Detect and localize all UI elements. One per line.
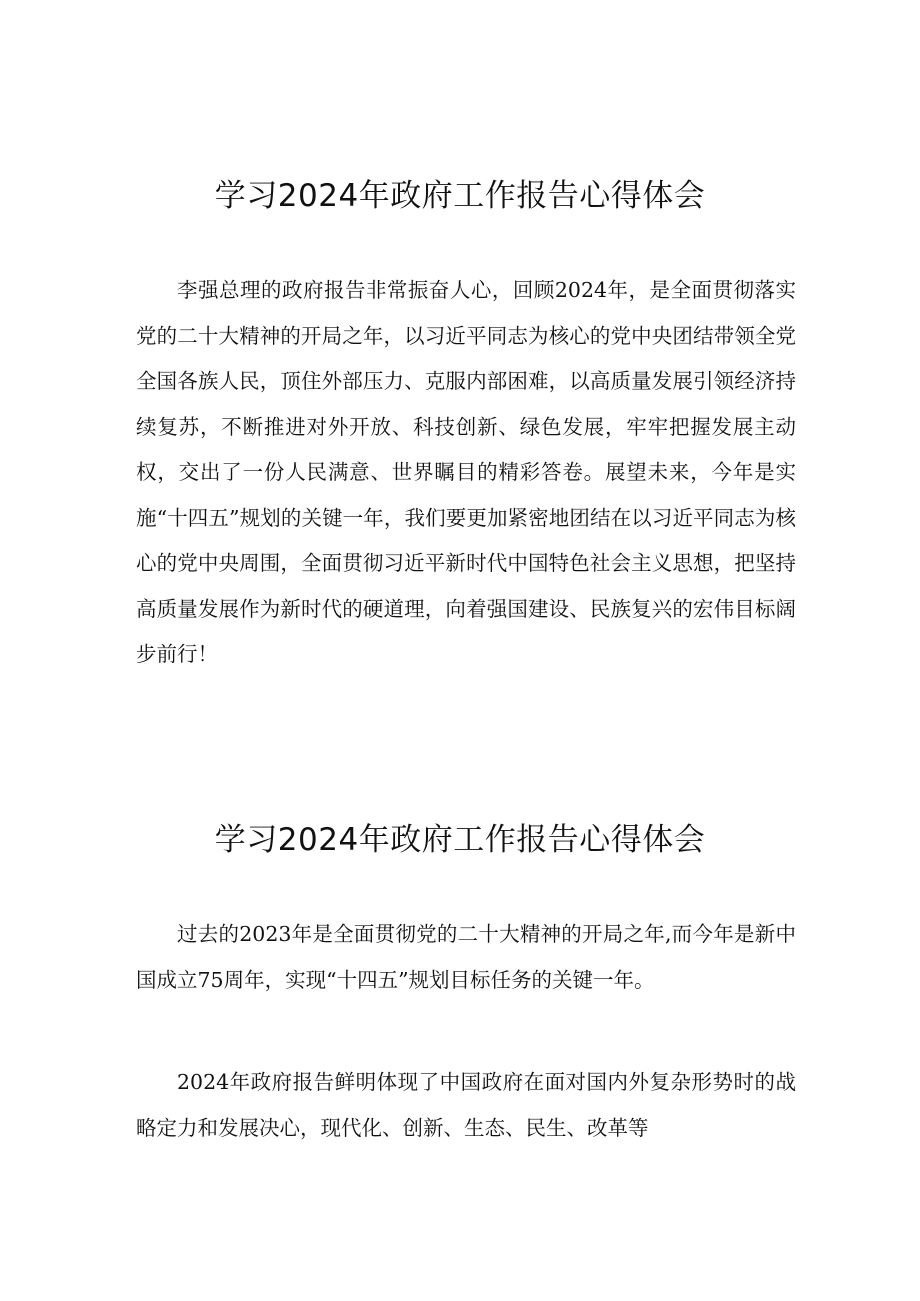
section-2-paragraph-1: 过去的2023年是全面贯彻党的二十大精神的开局之年,而今年是新中国成立75周年，实现“十四五”规划目标任务的关键一年。	[136, 922, 796, 992]
section-1-paragraph-1: 李强总理的政府报告非常振奋人心，回顾2024年，是全面贯彻落实党的二十大精神的开局之年，以习近平同志为核心的党中央团结带领全党全国各族人民，顶住外部压力、克服内部困难，以高质量发展引领经济持续复苏，不断推进对外开放、科技创新、绿色发展，牢牢把握发展主动权，交出了一份人民满意、世界瞩目的精彩答卷。展望未来，今年是实施“十四五”规划的关键一年，我们要更加紧密地团结在以习近平同志为核心的党中央周围，全面贯彻习近平新时代中国特色社会主义思想，把坚持高质量发展作为新时代的硬道理，向着强国建设、民族复兴的宏伟目标阔步前行！	[136, 278, 796, 666]
section-1-title: 学习2024年政府工作报告心得体会	[214, 178, 706, 214]
section-2-paragraph-2: 2024年政府报告鲜明体现了中国政府在面对国内外复杂形势时的战略定力和发展决心，现代化、创新、生态、民生、改革等	[136, 1070, 796, 1140]
section-2-title: 学习2024年政府工作报告心得体会	[214, 822, 706, 858]
